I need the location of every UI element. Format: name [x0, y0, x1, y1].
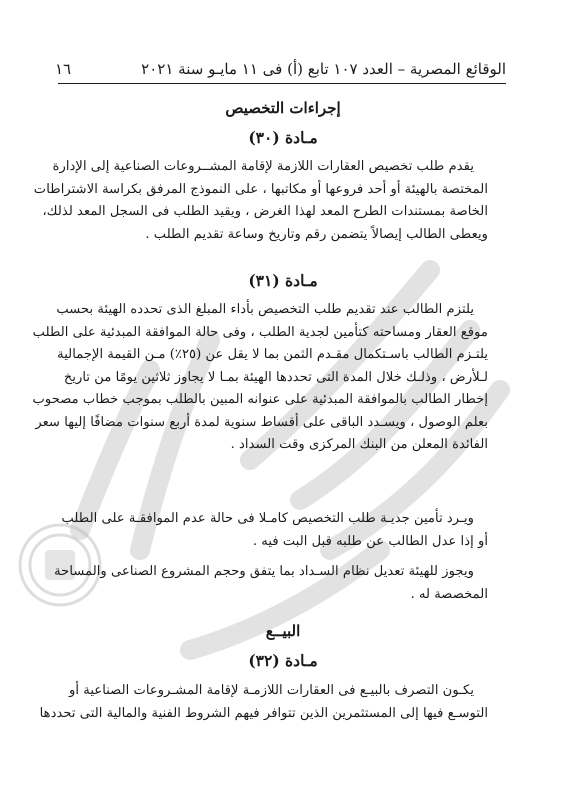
text-line: المختصة بالهيئة أو أحد فروعها أو مكاتبها ، على النموذج المرفق بكراسة الاشتراطات — [33, 181, 488, 197]
article-31-title: مـادة (٣١) — [248, 271, 318, 290]
text-line: ويـرد تأمين جديـة طلب التخصيص كامـلا فى حالة عدم الموافقـة على الطلب — [61, 511, 474, 526]
header-rule — [58, 83, 506, 84]
article-31-paragraph-3 — [54, 561, 488, 606]
page-number: ١٦ — [55, 60, 72, 78]
running-header — [116, 58, 506, 80]
text-line: الخاصة بمستندات الطرح المعد لهذا الغرض ، ويقيد الطلب فى السجل المعد لذلك، — [42, 204, 488, 219]
section-heading-sale: البيــع — [265, 622, 301, 640]
text-line: يكـون التصرف بالبيـع فى العقارات اللازمـة لإقامة المشـروعات الصناعية أو — [69, 683, 474, 698]
text-line: أو إذا عدل الطالب عن طلبه قبل البت فيه . — [252, 533, 488, 549]
text-line: المخصصة له . — [410, 586, 488, 602]
text-line: التوسـع فيها إلى المستثمرين الذين تتوافر فيهم الشروط الفنية والمالية التى تحددها — [39, 705, 488, 721]
running-title: الوقائع المصرية – العدد ١٠٧ تابع (أ) فى ١١ مايـو سنة ٢٠٢١ — [141, 60, 506, 78]
text-line: يلتـزم الطالب باسـتكمال مقـدم الثمن بما لا يقل عن (٢٥٪) مـن القيمة الإجمالية — [57, 347, 488, 362]
text-line: بعلم الوصول ، ويسـدد الباقى على أقساط سنوية لمدة أربع سنوات مضافًا إليها سعر — [35, 414, 488, 430]
article-32-paragraph — [39, 680, 488, 725]
section-heading-allocation: إجراءات التخصيص — [225, 99, 341, 117]
text-line: يقدم طلب تخصيص العقارات اللازمة لإقامة المشــروعات الصناعية إلى الإدارة — [52, 159, 474, 174]
article-31-paragraph-1 — [32, 299, 488, 457]
text-line: لـلأرض ، وذلـك خلال المدة التى تحددها الهيئة بمـا لا يجاوز ثلاثين يومًا من تاريخ — [63, 369, 488, 385]
article-31-paragraph-2 — [61, 508, 488, 553]
text-line: ويجوز للهيئة تعديل نظام السـداد بما يتفق وحجم المشروع الصناعى والمساحة — [54, 564, 474, 579]
article-30-title: مـادة (٣٠) — [248, 128, 318, 147]
text-line: ويعطى الطالب إيصالاً يتضمن رقم وتاريخ وساعة تقديم الطلب . — [145, 226, 488, 242]
article-30-paragraph — [33, 156, 488, 246]
text-line: يلتزم الطالب عند تقديم طلب التخصيص بأداء المبلغ الذى تحدده الهيئة بحسب — [56, 302, 474, 317]
text-line: الفائدة المعلن من البنك المركزى وقت السداد . — [230, 437, 488, 452]
text-line: موقع العقار ومساحته كتأمين لجدية الطلب ، وفى حالة الموافقة المبدئية على الطلب — [32, 324, 488, 340]
article-32-title: مـادة (٣٢) — [248, 651, 318, 670]
text-line: إخطار الطالب بالموافقة المبدئية على عنوانه المبين بالطلب بموجب خطاب مصحوب — [32, 392, 488, 407]
